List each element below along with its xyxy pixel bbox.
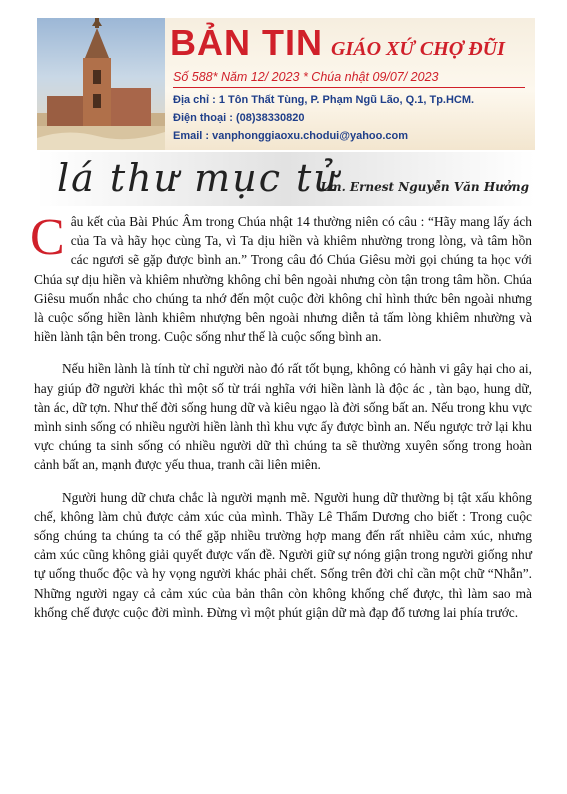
banner-author: Lm. Ernest Nguyễn Văn Hưởng <box>320 180 529 194</box>
paragraph-1-text: âu kết của Bài Phúc Âm trong Chúa nhật 14 thường niên có câu : “Hãy mang lấy ách của Ta và hãy học cùng Ta, vì Ta dịu hiền và khiêm nhường trong lòng, và tâm hồn các ngươi sẽ gặp được bình an.” Trong câu đó Chúa Giêsu mời gọi chúng ta học với Chúa sự dịu hiền và khiêm nhường không chỉ bên ngoài nhưng còn tận trong tâm hồn. Chúa Giêsu muốn nhắc cho chúng ta nhớ đến một cuộc đời không chỉ hình thức bên ngoài nhưng là cuộc sống hiền lành khiêm nhượng bên ngoài nhưng diễn tả tấm lòng khiêm nhường và hiền lành tận bên trong. Cuộc sống như thế là cuộc sống bình an. <box>34 214 532 345</box>
church-tower-illustration <box>37 18 165 150</box>
article-body <box>30 209 532 635</box>
article-paragraph-2: Nếu hiền lành là tính từ chỉ người nào đó rất tốt bụng, không có hành vi gây hại cho ai, hay giúp đỡ người khác thì một số từ trái nghĩa với hiền lành là độc ác , tàn bạo, hung dữ, tàn ác, dữ tợn. Như thế đời sống hung dữ và kiêu ngạo là đời sống bất an. Nếu trong khu vực mình sinh sống có nhiều người hiền lành thì khu vực ấy được bình an. Nếu ngược trở lại khu vực chúng ta sinh sống có nhiều người dữ thì chúng ta sẽ thường xuyên sống trong hoàn cảnh bất an, mạnh được yếu thua, tranh cãi liên miên. <box>34 361 532 473</box>
header-divider <box>173 87 525 88</box>
phone-line: Điện thoại : (08)38330820 <box>173 112 305 124</box>
section-banner <box>37 152 535 206</box>
email-line: Email : vanphonggiaoxu.chodui@yahoo.com <box>173 130 409 142</box>
bulletin-header <box>37 18 535 150</box>
address-line: Địa chỉ : 1 Tôn Thất Tùng, P. Phạm Ngũ Lão, Q.1, Tp.HCM. <box>173 94 475 106</box>
issue-line: Số 588* Năm 12/ 2023 * Chúa nhật 09/07/ 2023 <box>173 70 439 84</box>
article-paragraph-3: Người hung dữ chưa chắc là người mạnh mẽ. Người hung dữ thường bị tật xấu không chế, không làm chủ được cảm xúc của mình. Thầy Lê Thẩm Dương cho biết : Trong cuộc sống chúng ta chúng ta có thể gặp nhiều trường hợp mang đến rất nhiều cảm xúc, nhưng cảm xúc cũng không giải quyết được vấn đề. Người giữ sự nóng giận trong người giống như tự uống thuốc độc và hy vọng người khác phải chết. Sống trên đời chỉ cần một chữ “Nhẫn”. Những người ngay cả cảm xúc của bản thân còn không khống chế được, thì làm sao mà khống chế được cuộc đời mình. Đừng vì một phút giận dữ mà đạp đổ tương lai phía trước. <box>34 489 532 620</box>
bulletin-title-parish: GIÁO XỨ CHỢ ĐŨI <box>331 38 505 60</box>
article-paragraph-1 <box>30 209 532 346</box>
bulletin-title-main: BẢN TIN <box>170 22 323 63</box>
bulletin-title <box>170 22 505 64</box>
drop-cap: C <box>30 209 65 266</box>
church-photo <box>37 18 165 150</box>
banner-title: lá thư mục tử <box>57 156 340 200</box>
